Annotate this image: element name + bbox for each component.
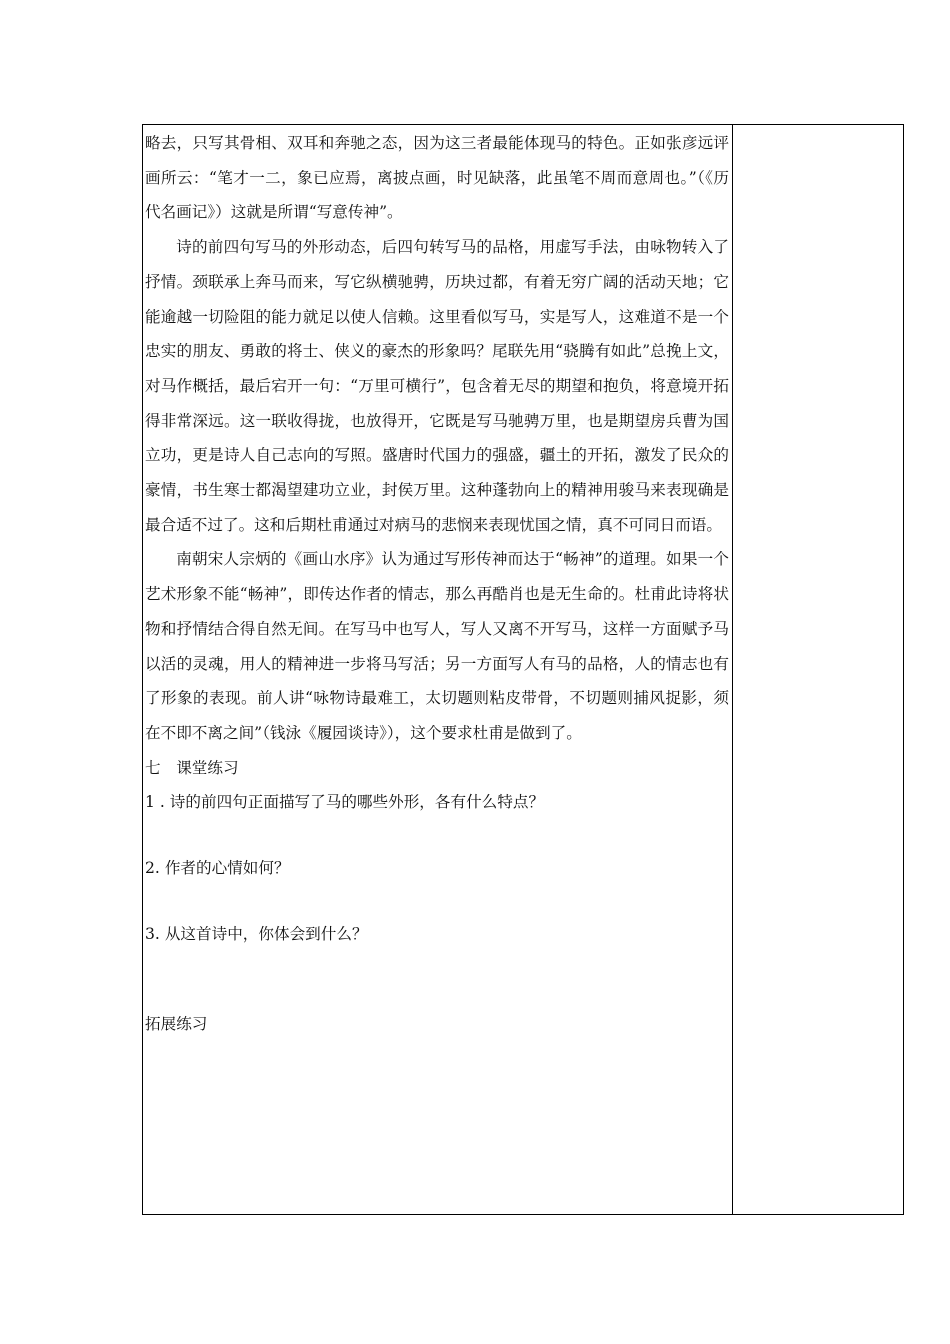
lesson-table <box>142 124 904 1215</box>
question-3: 3. 从这首诗中，你体会到什么？ <box>145 924 368 943</box>
notes-cell <box>734 125 903 1214</box>
question-1: 1 . 诗的前四句正面描写了马的哪些外形，各有什么特点？ <box>145 793 545 812</box>
section-heading: 七 课堂练习 <box>145 758 239 777</box>
paragraph-1: 略去，只写其骨相、双耳和奔驰之态，因为这三者最能体现马的特色。正如张彦远评画所云：“笔才一二，象已应焉，离披点画，时见缺落，此虽笔不周而意周也。”（《历代名画记》）这就是所谓“写意传神”。 <box>145 134 729 222</box>
paragraph-3: 南朝宋人宗炳的《画山水序》认为通过写形传神而达于“畅神”的道理。如果一个艺术形象不能“畅神”，即传达作者的情志，那么再酷肖也是无生命的。杜甫此诗将状物和抒情结合得自然无间。在写马中也写人，写人又离不开写马，这样一方面赋予马以活的灵魂，用人的精神进一步将马写活；另一方面写人有马的品格，人的情志也有了形象的表现。前人讲“咏物诗最难工，太切题则粘皮带骨，不切题则捕风捉影，须在不即不离之间”（钱泳《履园谈诗》），这个要求杜甫是做到了。 <box>145 550 729 742</box>
content-cell <box>143 125 732 1214</box>
paragraph-2: 诗的前四句写马的外形动态，后四句转写马的品格，用虚写手法，由咏物转入了抒情。颈联承上奔马而来，写它纵横驰骋，历块过都，有着无穷广阔的活动天地；它能逾越一切险阻的能力就足以使人信赖。这里看似写马，实是写人，这难道不是一个忠实的朋友、勇敢的将士、侠义的豪杰的形象吗？尾联先用“骁腾有如此”总挽上文，对马作概括，最后宕开一句：“万里可横行”，包含着无尽的期望和抱负，将意境开拓得非常深远。这一联收得拢，也放得开，它既是写马驰骋万里，也是期望房兵曹为国立功，更是诗人自己志向的写照。盛唐时代国力的强盛，疆土的开拓，激发了民众的豪情，书生寒士都渴望建功立业，封侯万里。这种蓬勃向上的精神用骏马来表现确是最合适不过了。这和后期杜甫通过对病马的悲悯来表现忧国之情，真不可同日而语。 <box>145 238 729 534</box>
extension-heading: 拓展练习 <box>145 1015 208 1034</box>
question-2: 2. 作者的心情如何？ <box>145 859 290 878</box>
column-divider <box>732 125 733 1214</box>
